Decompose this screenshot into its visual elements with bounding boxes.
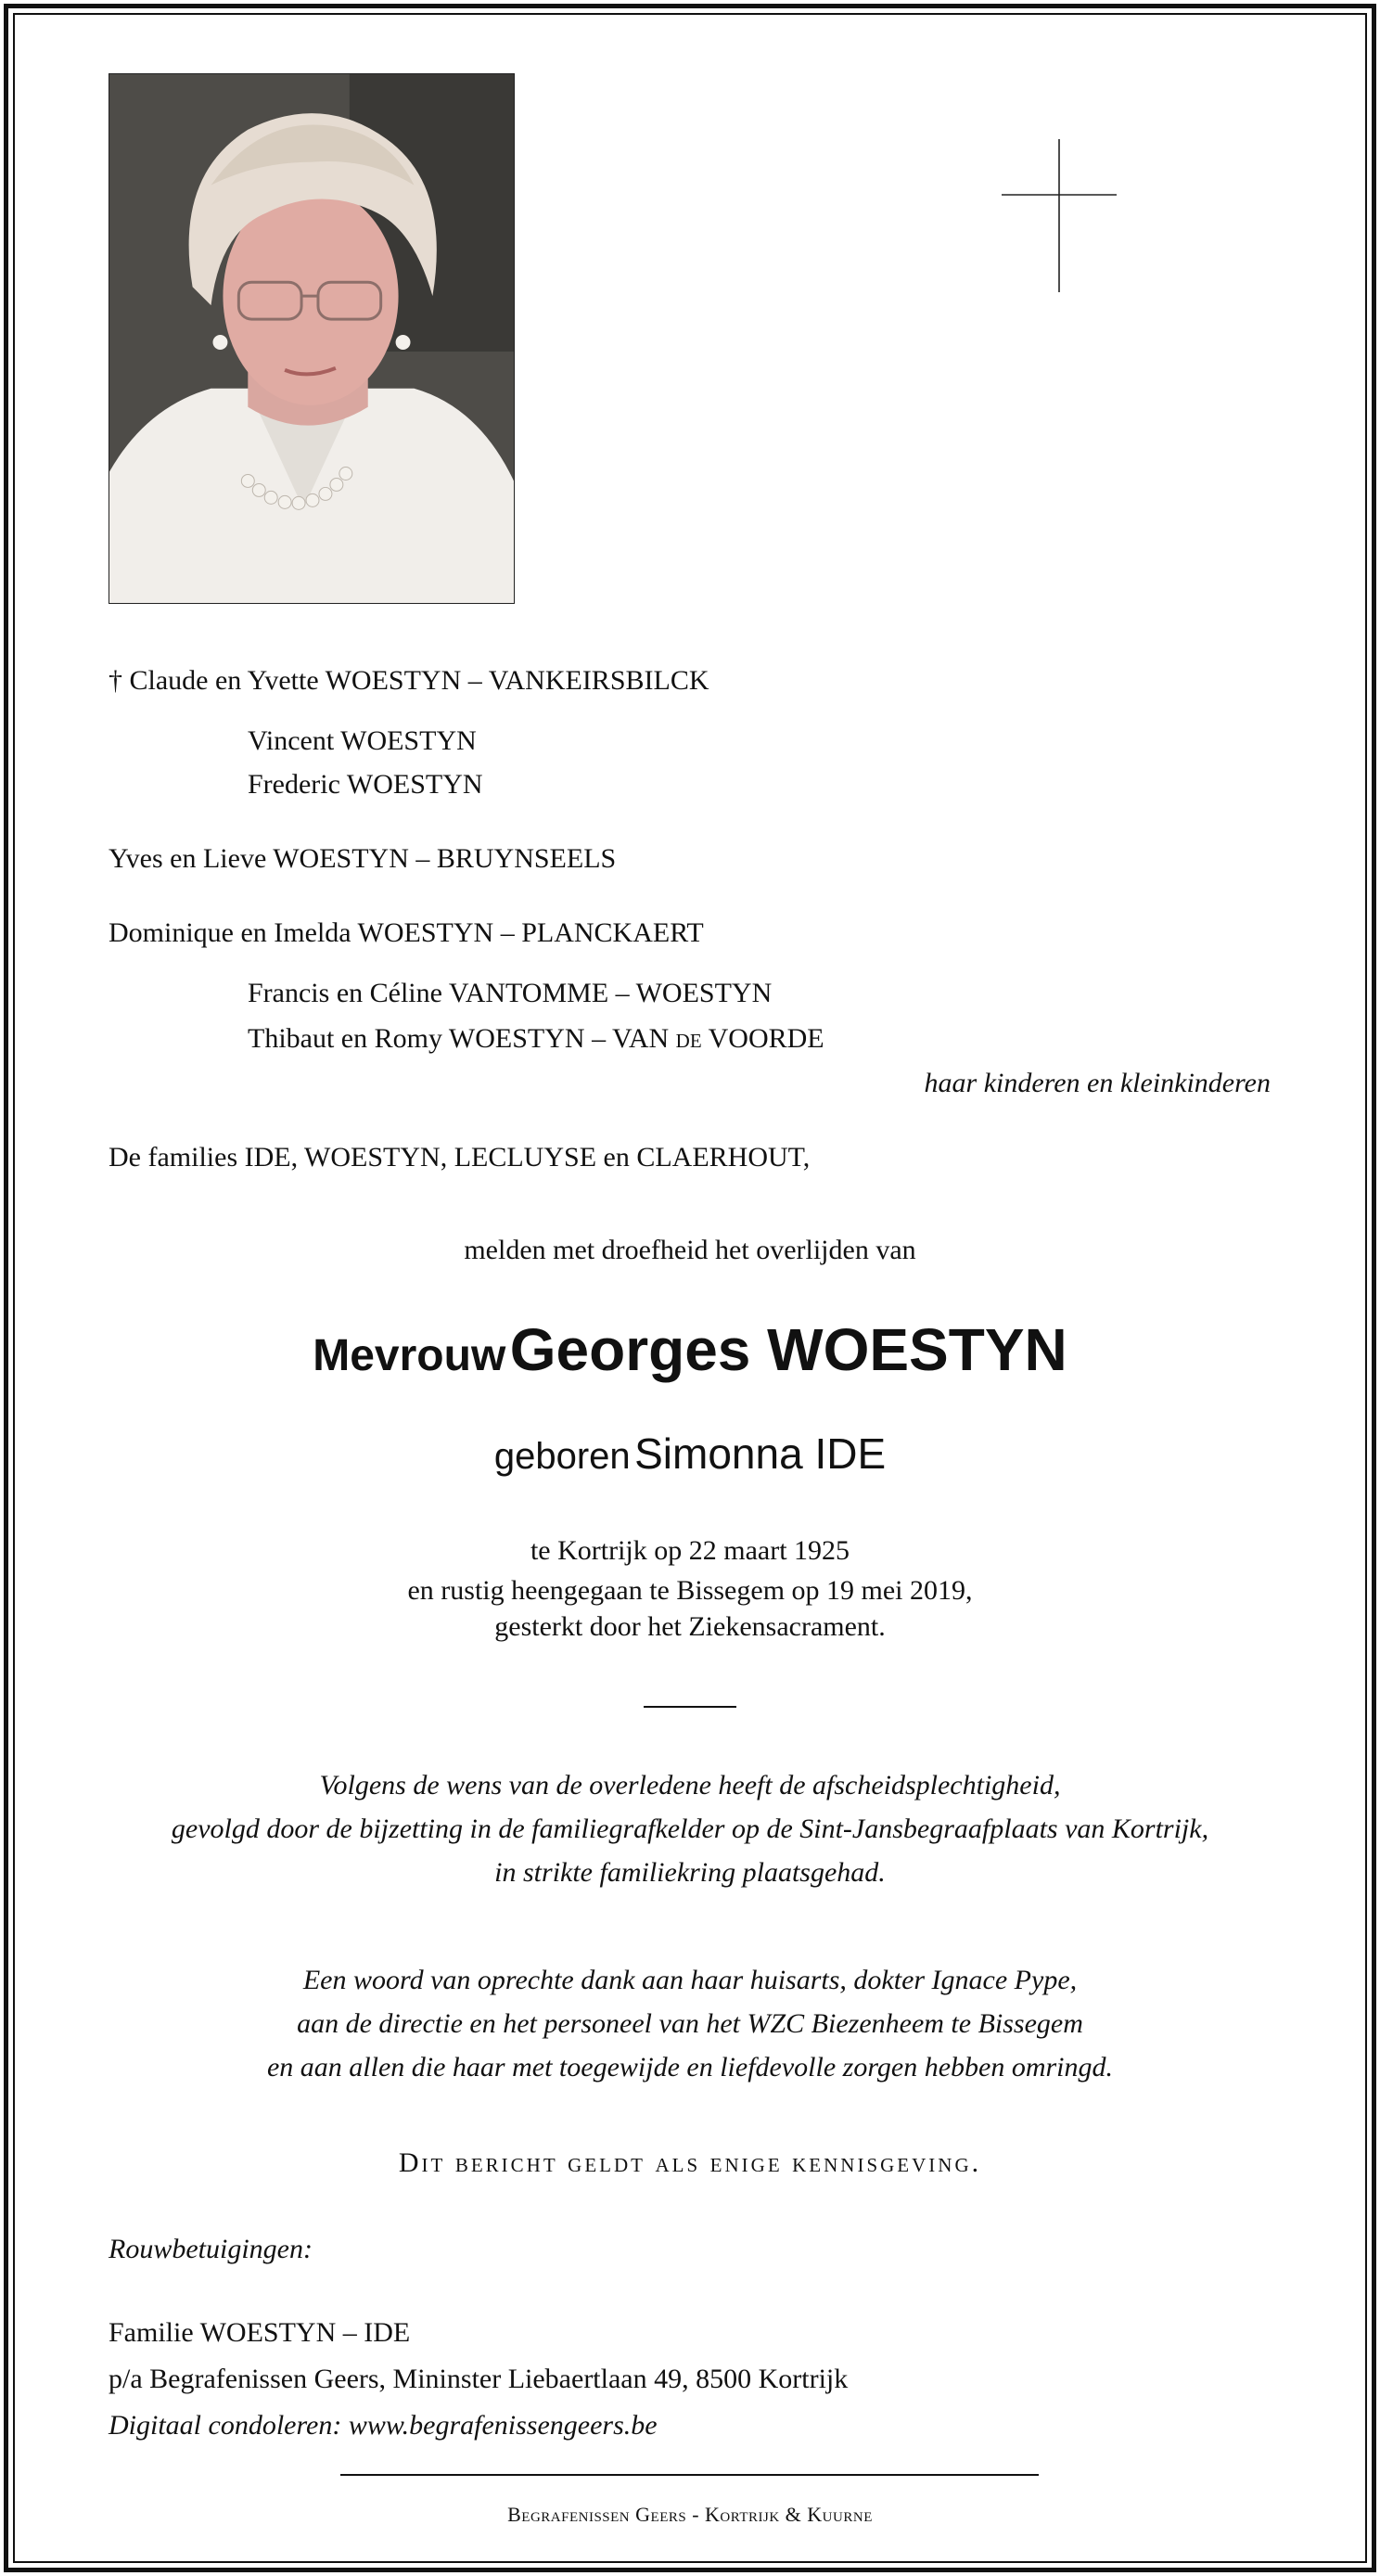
footer-divider bbox=[340, 2474, 1039, 2476]
families-line: De families IDE, WOESTYN, LECLUYSE en CLAERHOUT, bbox=[109, 1142, 811, 1173]
date-line-1: te Kortrijk op 22 maart 1925 bbox=[530, 1535, 850, 1566]
born-name: Simonna IDE bbox=[634, 1429, 887, 1478]
deceased-fullname: Georges WOESTYN bbox=[509, 1316, 1067, 1383]
deceased-title: Mevrouw bbox=[313, 1331, 506, 1380]
grandchild-2: Frederic WOESTYN bbox=[248, 769, 483, 800]
condolences-address: p/a Begrafenissen Geers, Mininster Liebaertlaan 49, 8500 Kortrijk bbox=[109, 2364, 849, 2394]
deceased-name bbox=[0, 1315, 1380, 1384]
thanks-line-1: Een woord van oprechte dank aan haar huisarts, dokter Ignace Pype, bbox=[302, 1965, 1078, 1995]
ceremony-line-2: gevolgd door de bijzetting in de familiegrafkelder op de Sint-Jansbegraafplaats van Kortrijk, bbox=[171, 1813, 1209, 1844]
ceremony-line-1: Volgens de wens van de overledene heeft de afscheidsplechtigheid, bbox=[319, 1770, 1061, 1801]
grandchild-4: Thibaut en Romy WOESTYN – VAN de VOORDE bbox=[248, 1023, 824, 1054]
short-divider bbox=[644, 1706, 736, 1708]
ceremony-line-3: in strikte familiekring plaatsgehad. bbox=[494, 1857, 886, 1888]
thanks-line-2: aan de directie en het personeel van het WZC Biezenheem te Bissegem bbox=[297, 2008, 1083, 2039]
condolences-family: Familie WOESTYN – IDE bbox=[109, 2317, 411, 2348]
condolences-label: Rouwbetuigingen: bbox=[109, 2234, 313, 2264]
children-note: haar kinderen en kleinkinderen bbox=[924, 1068, 1271, 1098]
born-line bbox=[0, 1429, 1380, 1479]
date-line-3: gesterkt door het Ziekensacrament. bbox=[494, 1611, 886, 1642]
footer-text: Begrafenissen Geers - Kortrijk & Kuurne bbox=[507, 2503, 873, 2526]
grandchild-1: Vincent WOESTYN bbox=[248, 725, 477, 756]
cross-icon bbox=[1002, 139, 1117, 292]
notice-text: Dit bericht geldt als enige kennisgeving. bbox=[398, 2147, 982, 2178]
born-label: geboren bbox=[493, 1436, 631, 1477]
thanks-line-3: en aan allen die haar met toegewijde en liefdevolle zorgen hebben omringd. bbox=[266, 2052, 1113, 2083]
family-line-3: Dominique en Imelda WOESTYN – PLANCKAERT bbox=[109, 917, 704, 948]
condolences-online: Digitaal condoleren: www.begrafenissengeers.be bbox=[109, 2410, 658, 2441]
family-line-1: † Claude en Yvette WOESTYN – VANKEIRSBILCK bbox=[109, 665, 709, 696]
family-line-2: Yves en Lieve WOESTYN – BRUYNSEELS bbox=[109, 843, 617, 874]
announce-text: melden met droefheid het overlijden van bbox=[464, 1235, 916, 1265]
portrait-photo bbox=[109, 73, 515, 604]
grandchild-3: Francis en Céline VANTOMME – WOESTYN bbox=[248, 978, 773, 1008]
date-line-2: en rustig heengegaan te Bissegem op 19 mei 2019, bbox=[407, 1575, 973, 1606]
